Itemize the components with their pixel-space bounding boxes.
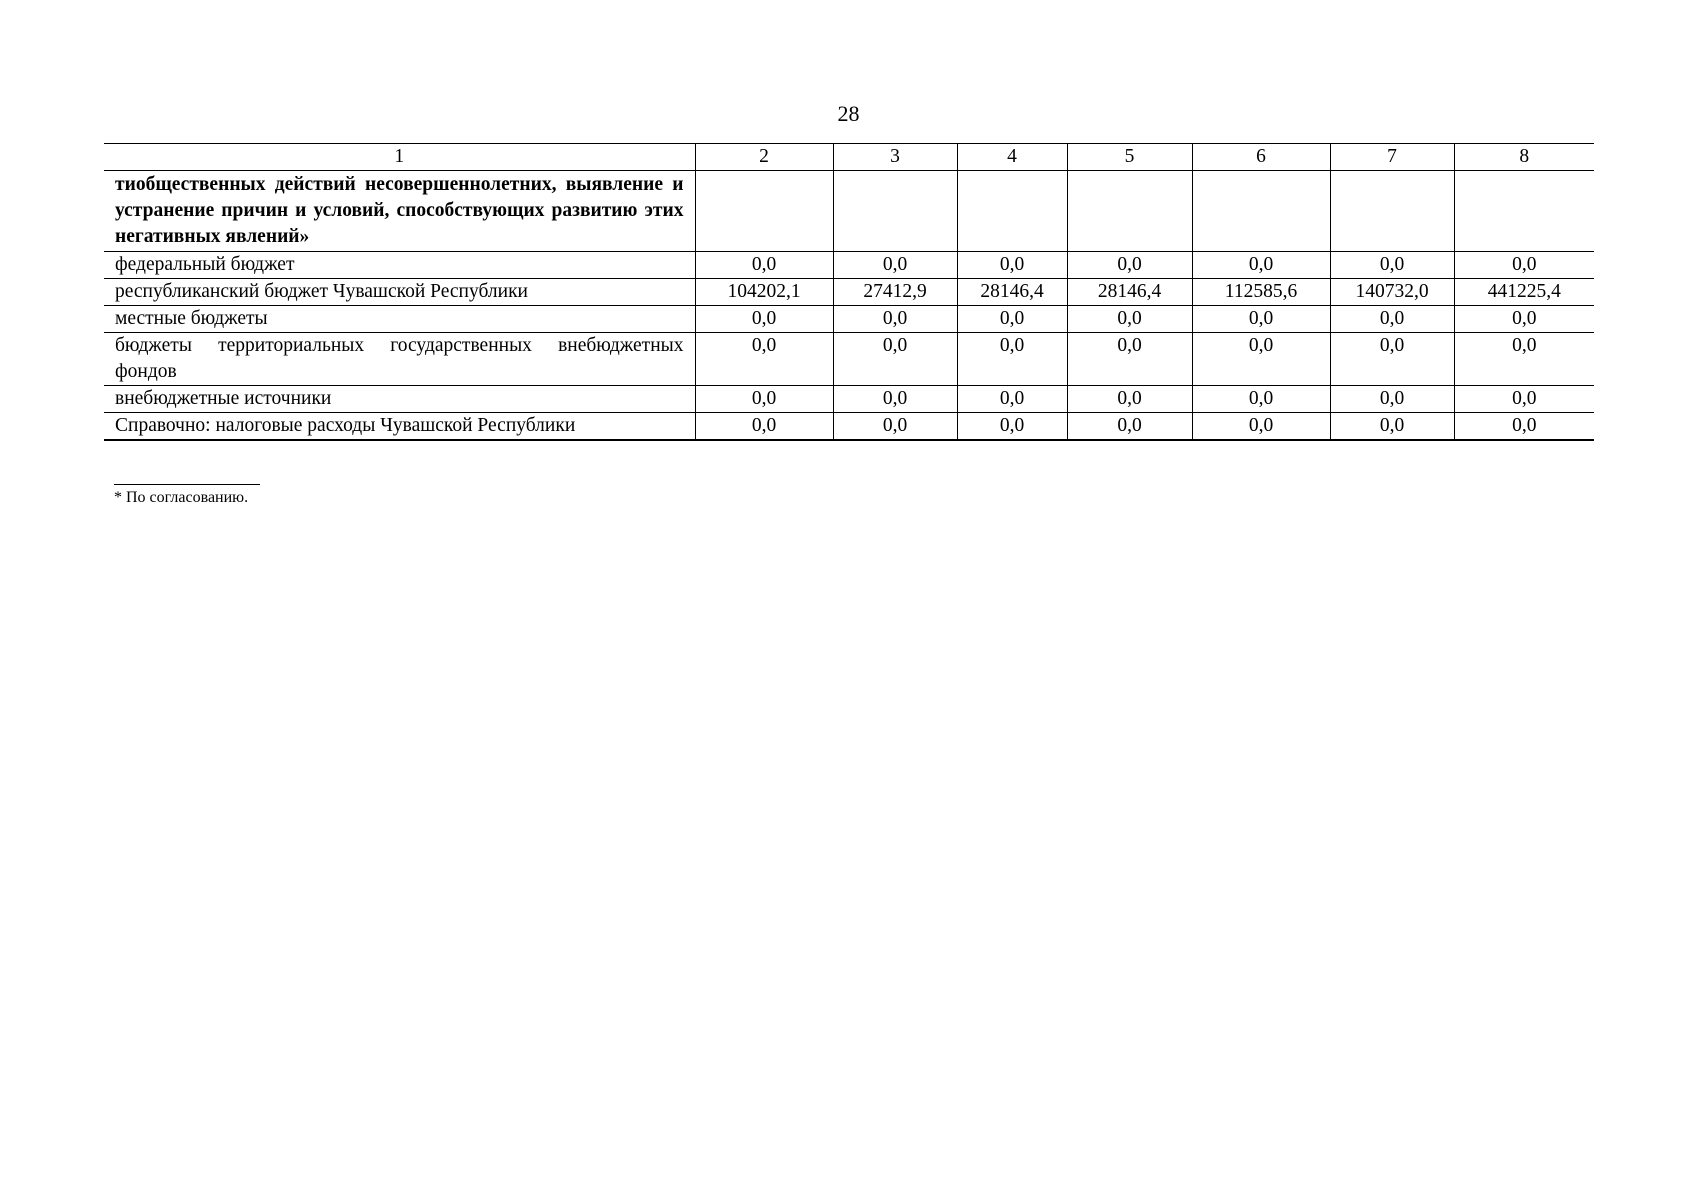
column-header: 4 [957,144,1067,171]
row-label: тиобщественных действий несовершеннолетних, выявление и устранение причин и условий, способствующих развитию этих негативных явлений» [104,171,695,252]
cell-value: 0,0 [1192,386,1330,413]
column-header: 6 [1192,144,1330,171]
table-row [104,171,1594,252]
cell-value: 0,0 [1067,333,1192,386]
cell-value: 0,0 [1330,306,1454,333]
table-row [104,306,1594,333]
cell-value: 28146,4 [957,279,1067,306]
row-label: внебюджетные источники [104,386,695,413]
table-row [104,279,1594,306]
cell-value: 441225,4 [1454,279,1594,306]
cell-value: 0,0 [1192,413,1330,441]
cell-value: 0,0 [1067,306,1192,333]
cell-value: 0,0 [695,333,833,386]
column-header: 2 [695,144,833,171]
row-label: Справочно: налоговые расходы Чувашской Республики [104,413,695,441]
cell-value: 0,0 [695,252,833,279]
column-header: 5 [1067,144,1192,171]
cell-value: 0,0 [1192,306,1330,333]
cell-value: 0,0 [1330,413,1454,441]
cell-value: 0,0 [1330,386,1454,413]
table-row [104,333,1594,386]
row-label: республиканский бюджет Чувашской Республики [104,279,695,306]
footnote: * По согласованию. [114,489,249,506]
cell-value: 0,0 [957,413,1067,441]
table-row [104,252,1594,279]
cell-value: 0,0 [1330,333,1454,386]
table-header-row [104,144,1594,171]
cell-value: 0,0 [1454,333,1594,386]
cell-value: 0,0 [957,386,1067,413]
table-row [104,386,1594,413]
cell-value: 0,0 [833,252,957,279]
row-label: местные бюджеты [104,306,695,333]
column-header: 7 [1330,144,1454,171]
cell-value: 112585,6 [1192,279,1330,306]
cell-value: 0,0 [833,413,957,441]
cell-value: 0,0 [1454,252,1594,279]
page-number: 28 [837,101,860,126]
cell-value: 0,0 [1067,252,1192,279]
cell-value: 0,0 [833,386,957,413]
cell-value: 104202,1 [695,279,833,306]
cell-value: 0,0 [695,386,833,413]
cell-value: 0,0 [833,333,957,386]
cell-value: 0,0 [695,413,833,441]
cell-value: 0,0 [1192,333,1330,386]
cell-value: 0,0 [695,306,833,333]
cell-value: 140732,0 [1330,279,1454,306]
cell-value: 0,0 [833,306,957,333]
column-header: 1 [104,144,695,171]
cell-value: 0,0 [1454,306,1594,333]
cell-value: 0,0 [957,306,1067,333]
cell-value: 0,0 [1067,386,1192,413]
cell-value: 0,0 [957,252,1067,279]
cell-value: 0,0 [1330,252,1454,279]
budget-table [104,143,1594,441]
cell-value: 28146,4 [1067,279,1192,306]
cell-value: 0,0 [1454,386,1594,413]
cell-value: 0,0 [957,333,1067,386]
cell-value: 0,0 [1454,413,1594,441]
footnote-divider [114,484,260,485]
cell-value: 0,0 [1192,252,1330,279]
cell-value: 27412,9 [833,279,957,306]
column-header: 8 [1454,144,1594,171]
row-label: федеральный бюджет [104,252,695,279]
column-header: 3 [833,144,957,171]
table-row [104,413,1594,441]
row-label: бюджеты территориальных государственных внебюджетных фондов [104,333,695,386]
cell-value: 0,0 [1067,413,1192,441]
